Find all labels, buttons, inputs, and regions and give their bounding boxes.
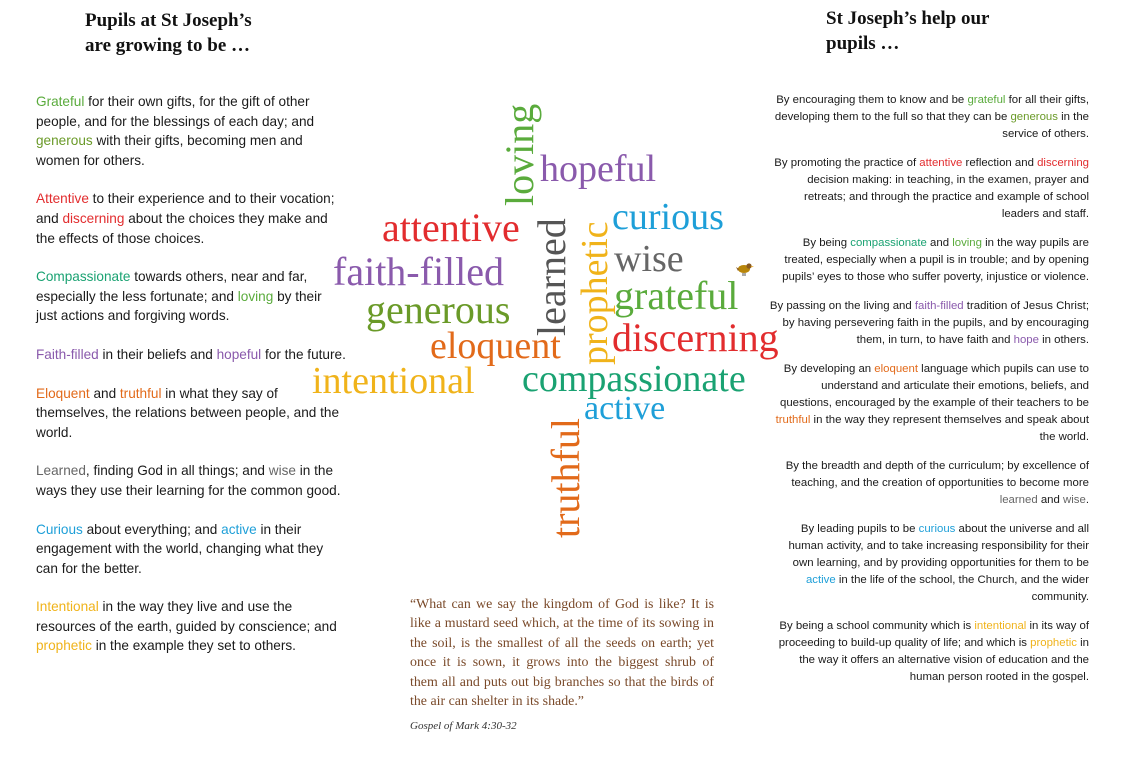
virtue-word: compassionate [850, 237, 927, 249]
paragraph-text: and [926, 237, 953, 249]
virtue-word: eloquent [874, 363, 919, 375]
cloud-word-discerning: discerning [612, 315, 779, 360]
left-paragraph [36, 267, 346, 326]
paragraph-text: By developing an [783, 363, 875, 375]
right-paragraph [769, 298, 1089, 349]
paragraph-text: for all their gifts, developing them to the full so that they can be [774, 94, 1089, 123]
right-paragraph [769, 458, 1089, 509]
virtue-word: wise [268, 463, 296, 479]
left-paragraph [36, 597, 346, 656]
paragraph-text: towards others, near and far, especially the less fortunate; and [36, 269, 308, 304]
paragraph-text: By being [802, 237, 851, 249]
virtue-word: truthful [119, 385, 162, 401]
right-paragraph [769, 235, 1089, 286]
virtue-word: Learned [36, 463, 86, 479]
paragraph-text: in the way they represent themselves and speak about the world. [810, 414, 1089, 443]
paragraph-text: and [1037, 494, 1064, 506]
paragraph-text: with their gifts, becoming men and women for others. [36, 133, 303, 168]
paragraph-text: By leading pupils to be [800, 523, 919, 535]
left-paragraph [36, 345, 346, 365]
virtue-word: loving [952, 237, 982, 249]
cloud-word-prophetic: prophetic [574, 221, 616, 365]
bird-icon [736, 260, 754, 276]
cloud-word-loving: loving [497, 103, 542, 206]
cloud-word-generous: generous [366, 287, 511, 332]
paragraph-text: in what they say of themselves, the relations between people, and the world. [36, 385, 340, 440]
right-title: St Joseph’s help our pupils … [826, 8, 990, 54]
virtue-word: generous [36, 133, 93, 149]
right-paragraph [769, 521, 1089, 606]
left-paragraph [36, 384, 346, 443]
paragraph-text: in their beliefs and [98, 346, 217, 362]
virtue-word: intentional [974, 620, 1027, 632]
cloud-word-curious: curious [612, 196, 724, 238]
virtue-word: learned [999, 494, 1038, 506]
left-paragraph [36, 520, 346, 579]
paragraph-text: by their just actions and forgiving words. [36, 288, 322, 324]
paragraph-text: for the future. [261, 346, 346, 362]
virtue-word: hopeful [216, 346, 262, 362]
quote-text: “What can we say the kingdom of God is like? It is like a mustard seed which, at the time of its sowing in the soil, is the smallest of all the seeds on earth; yet once it is sown, it grows into the biggest shrub of them all and puts out big branches so that the birds of the air can shelter in its shade.” [410, 597, 714, 710]
paragraph-text: about the universe and all human activity, and to take increasing responsibility for their own learning, and by providing opportunities for them to be [788, 523, 1089, 569]
cloud-word-eloquent: eloquent [430, 325, 561, 367]
paragraph-text: By promoting the practice of [774, 157, 920, 169]
virtue-word: loving [237, 288, 274, 304]
cloud-word-intentional: intentional [312, 360, 475, 402]
paragraph-text: decision making: in teaching, in the examen, prayer and retreats; and through the practice and example of school leaders and staff. [804, 174, 1089, 220]
virtue-word: grateful [967, 94, 1006, 106]
virtue-word: hope [1013, 334, 1039, 346]
left-paragraph [36, 189, 346, 248]
scripture-quote [410, 595, 714, 737]
paragraph-text: By the breadth and depth of the curriculum; by excellence of teaching, and the creation of opportunities to become more [785, 460, 1089, 489]
cloud-word-truthful: truthful [543, 418, 588, 538]
virtue-word: attentive [919, 157, 963, 169]
paragraph-text: in others. [1038, 334, 1089, 346]
virtue-word: prophetic [1030, 637, 1077, 649]
paragraph-text: to their experience and to their vocation; and [36, 191, 335, 226]
paragraph-text: in the life of the school, the Church, and the wider community. [835, 574, 1089, 603]
cloud-word-wise: wise [614, 238, 684, 280]
paragraph-text: in the way it offers an alternative vision of education and the human person rooted in the gospel. [799, 637, 1089, 683]
virtue-word: faith-filled [914, 300, 964, 312]
paragraph-text: language which pupils can use to understand and articulate their emotions, beliefs, and questions, encouraged by the example of their teachers to be [779, 363, 1089, 409]
cloud-word-compassionate: compassionate [522, 358, 746, 400]
paragraph-text: in their engagement with the world, changing what they can for the better. [36, 521, 324, 576]
paragraph-text: in the way pupils are treated, especially when a pupil is in trouble; and by opening pupils’ eyes to those who suffer poverty, injustice or violence. [782, 237, 1089, 283]
paragraph-text: , finding God in all things; and [85, 463, 269, 479]
paragraph-text: in the ways they use their learning for the common good. [36, 463, 341, 498]
paragraph-text: By passing on the living and [769, 300, 915, 312]
cloud-word-hopeful: hopeful [540, 148, 657, 190]
virtue-word: Intentional [36, 599, 99, 615]
virtue-word: active [805, 574, 836, 586]
left-title: Pupils at St Joseph’s are growing to be … [85, 10, 252, 56]
paragraph-text: for their own gifts, for the gift of other people, and for the blessings of each day; and [36, 94, 315, 129]
paragraph-text: about the choices they make and the effects of those choices. [36, 210, 328, 246]
virtue-word: Grateful [36, 94, 85, 109]
virtue-word: prophetic [36, 638, 92, 654]
virtue-word: Eloquent [36, 385, 90, 401]
cloud-word-faith-filled: faith-filled [333, 249, 505, 294]
paragraph-text: By being a school community which is [779, 620, 975, 632]
left-column [36, 92, 346, 675]
paragraph-text: tradition of Jesus Christ; by having persevering faith in the pupils, and by encouraging them, in turn, to have faith and [782, 300, 1089, 346]
cloud-word-attentive: attentive [382, 205, 520, 250]
virtue-word: discerning [1037, 157, 1089, 169]
right-column [769, 92, 1089, 698]
left-paragraph [36, 461, 346, 500]
virtue-word: Curious [36, 521, 83, 537]
paragraph-text: in its way of proceeding to build-up quality of life; and which is [778, 620, 1089, 649]
paragraph-text: in the service of others. [1002, 111, 1089, 140]
virtue-word: Attentive [36, 191, 89, 207]
right-paragraph [769, 361, 1089, 446]
right-paragraph [769, 92, 1089, 143]
paragraph-text: about everything; and [82, 521, 222, 537]
right-paragraph [769, 618, 1089, 686]
virtue-word: active [221, 521, 257, 537]
virtue-word: truthful [775, 414, 811, 426]
paragraph-text: . [1085, 494, 1089, 506]
virtue-word: curious [918, 523, 956, 535]
right-paragraph [769, 155, 1089, 223]
cloud-word-active: active [584, 390, 666, 427]
cloud-word-grateful: grateful [614, 273, 739, 318]
virtue-word: wise [1063, 494, 1086, 506]
paragraph-text: and [89, 385, 120, 401]
paragraph-text: reflection and [962, 157, 1038, 169]
virtue-word: generous [1010, 111, 1058, 123]
paragraph-text: in the example they set to others. [91, 638, 296, 654]
virtue-word: Compassionate [36, 269, 131, 285]
cloud-word-learned: learned [529, 218, 574, 336]
left-paragraph [36, 92, 346, 170]
virtue-word: discerning [62, 210, 125, 226]
paragraph-text: in the way they live and use the resources of the earth, guided by conscience; and [36, 599, 337, 634]
paragraph-text: By encouraging them to know and be [776, 94, 968, 106]
quote-source: Gospel of Mark 4:30-32 [410, 720, 517, 733]
virtue-word: Faith-filled [36, 346, 99, 362]
